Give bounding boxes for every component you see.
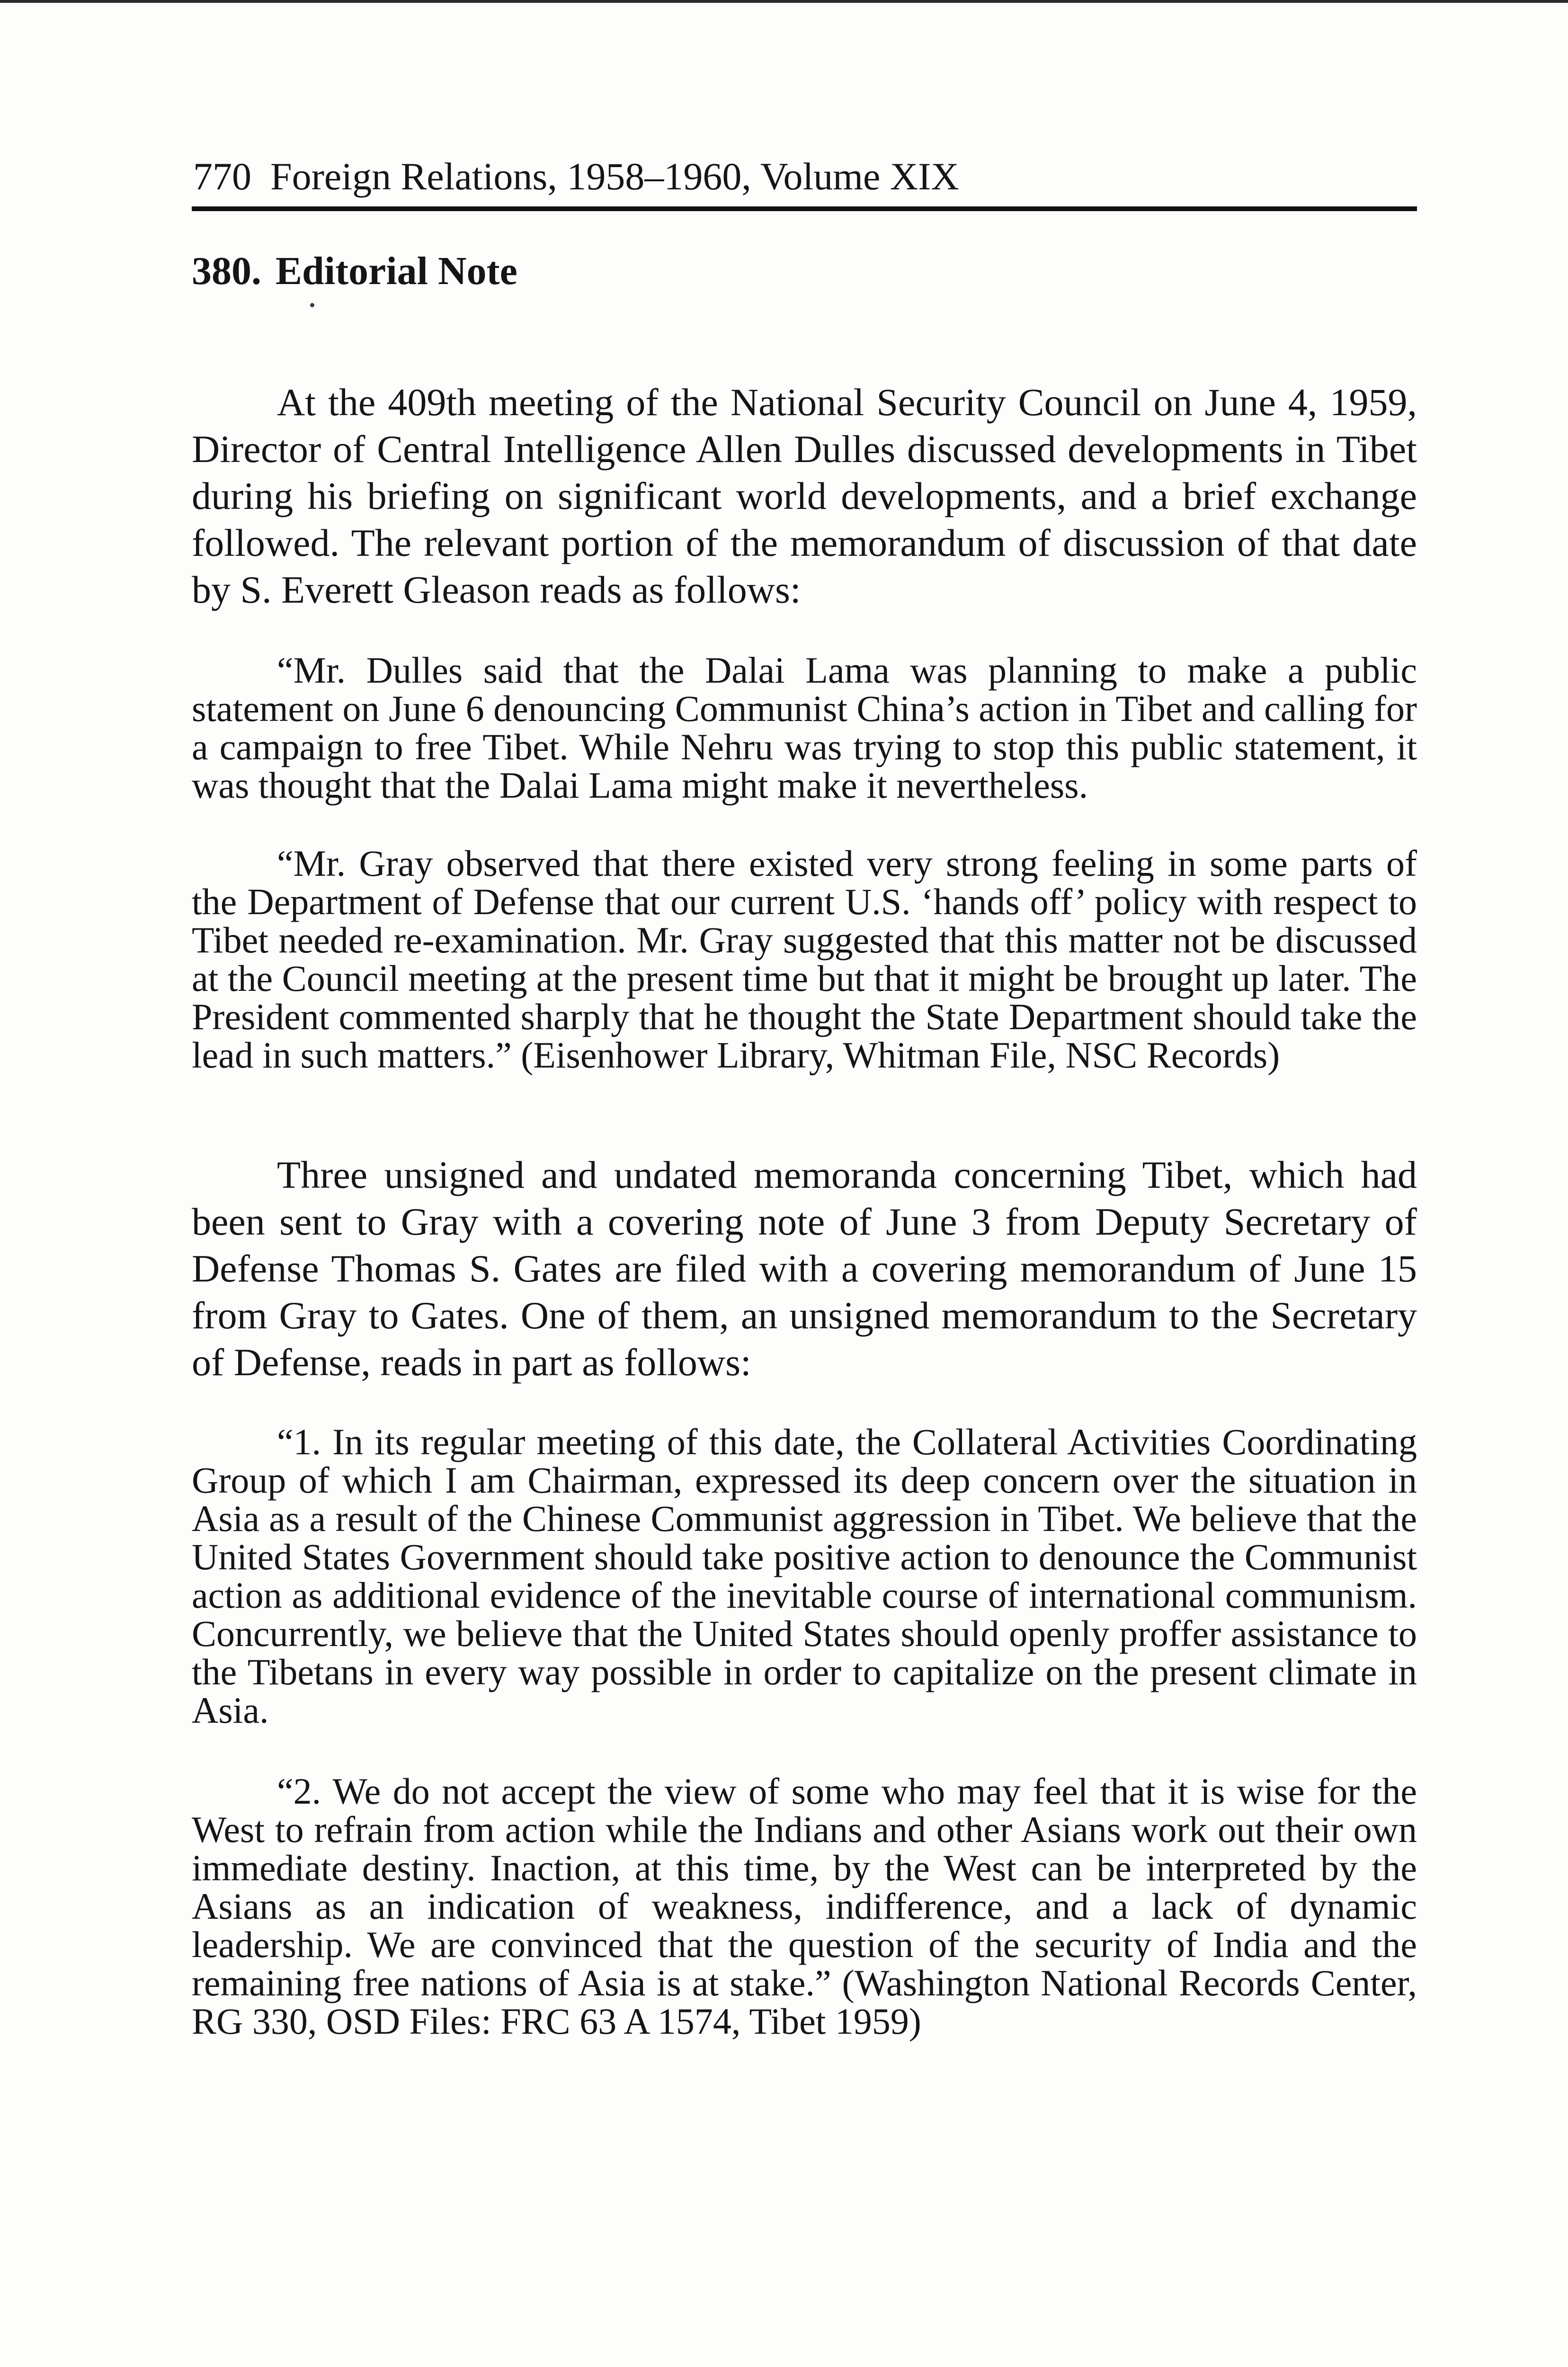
page-number: 770 (193, 155, 251, 198)
quoted-extract: “1. In its regular meeting of this date, the Collateral Activities Coordinating Group of which I am Chairman, expressed its deep concern over the situation in Asia as a result of the Chinese Communist aggression in Tibet. We believe that the United States Government should take positive action to denounce the Communist action as additional evidence of the inevitable course of international communism. Concurrently, we believe that the United States should openly proffer assistance to the Tibetans in every way possible in order to capitalize on the present climate in Asia. (192, 1421, 1417, 1731)
quoted-extract: “Mr. Gray observed that there existed very strong feeling in some parts of the Department of Defense that our current U.S. ‘hands off’ policy with respect to Tibet needed re-examination. Mr. Gray suggested that this matter not be discussed at the Council meeting at the present time but that it might be brought up later. The President commented sharply that he thought the State Department should take the lead in such matters.” (Eisenhower Library, Whitman File, NSC Records) (192, 843, 1417, 1076)
header-rule (192, 206, 1417, 211)
running-head (193, 151, 1424, 203)
document-heading (192, 245, 517, 297)
body-paragraph: At the 409th meeting of the National Security Council on June 4, 1959, Director of Central Intelligence Allen Dulles discussed developments in Tibet during his briefing on significant world developments, and a brief exchange followed. The relevant portion of the memorandum of discussion of that date by S. Everett Gleason reads as follows: (192, 381, 1417, 611)
body-paragraph: Three unsigned and undated memoranda concerning Tibet, which had been sent to Gray with a covering note of June 3 from Deputy Secretary of Defense Thomas S. Gates are filed with a covering memorandum of June 15 from Gray to Gates. One of them, an unsigned memorandum to the Secretary of Defense, reads in part as follows: (192, 1153, 1417, 1384)
scan-speck (310, 303, 314, 307)
quoted-extract: “2. We do not accept the view of some who may feel that it is wise for the West to refrain from action while the Indians and other Asians work out their own immediate destiny. Inaction, at this time, by the West can be interpreted by the Asians as an indication of weakness, indifference, and a lack of dynamic leadership. We are convinced that the question of the security of India and the remaining free nations of Asia is at stake.” (Washington National Records Center, RG 330, OSD Files: FRC 63 A 1574, Tibet 1959) (192, 1771, 1417, 2042)
document-number: 380. (192, 249, 261, 293)
document-title: Editorial Note (276, 249, 517, 293)
quoted-extract: “Mr. Dulles said that the Dalai Lama was planning to make a public statement on June 6 denouncing Communist China’s action in Tibet and calling for a campaign to free Tibet. While Nehru was trying to stop this public statement, it was thought that the Dalai Lama might make it nevertheless. (192, 650, 1417, 806)
volume-title: Foreign Relations, 1958–1960, Volume XIX (270, 155, 959, 198)
scan-top-edge (0, 0, 1568, 3)
